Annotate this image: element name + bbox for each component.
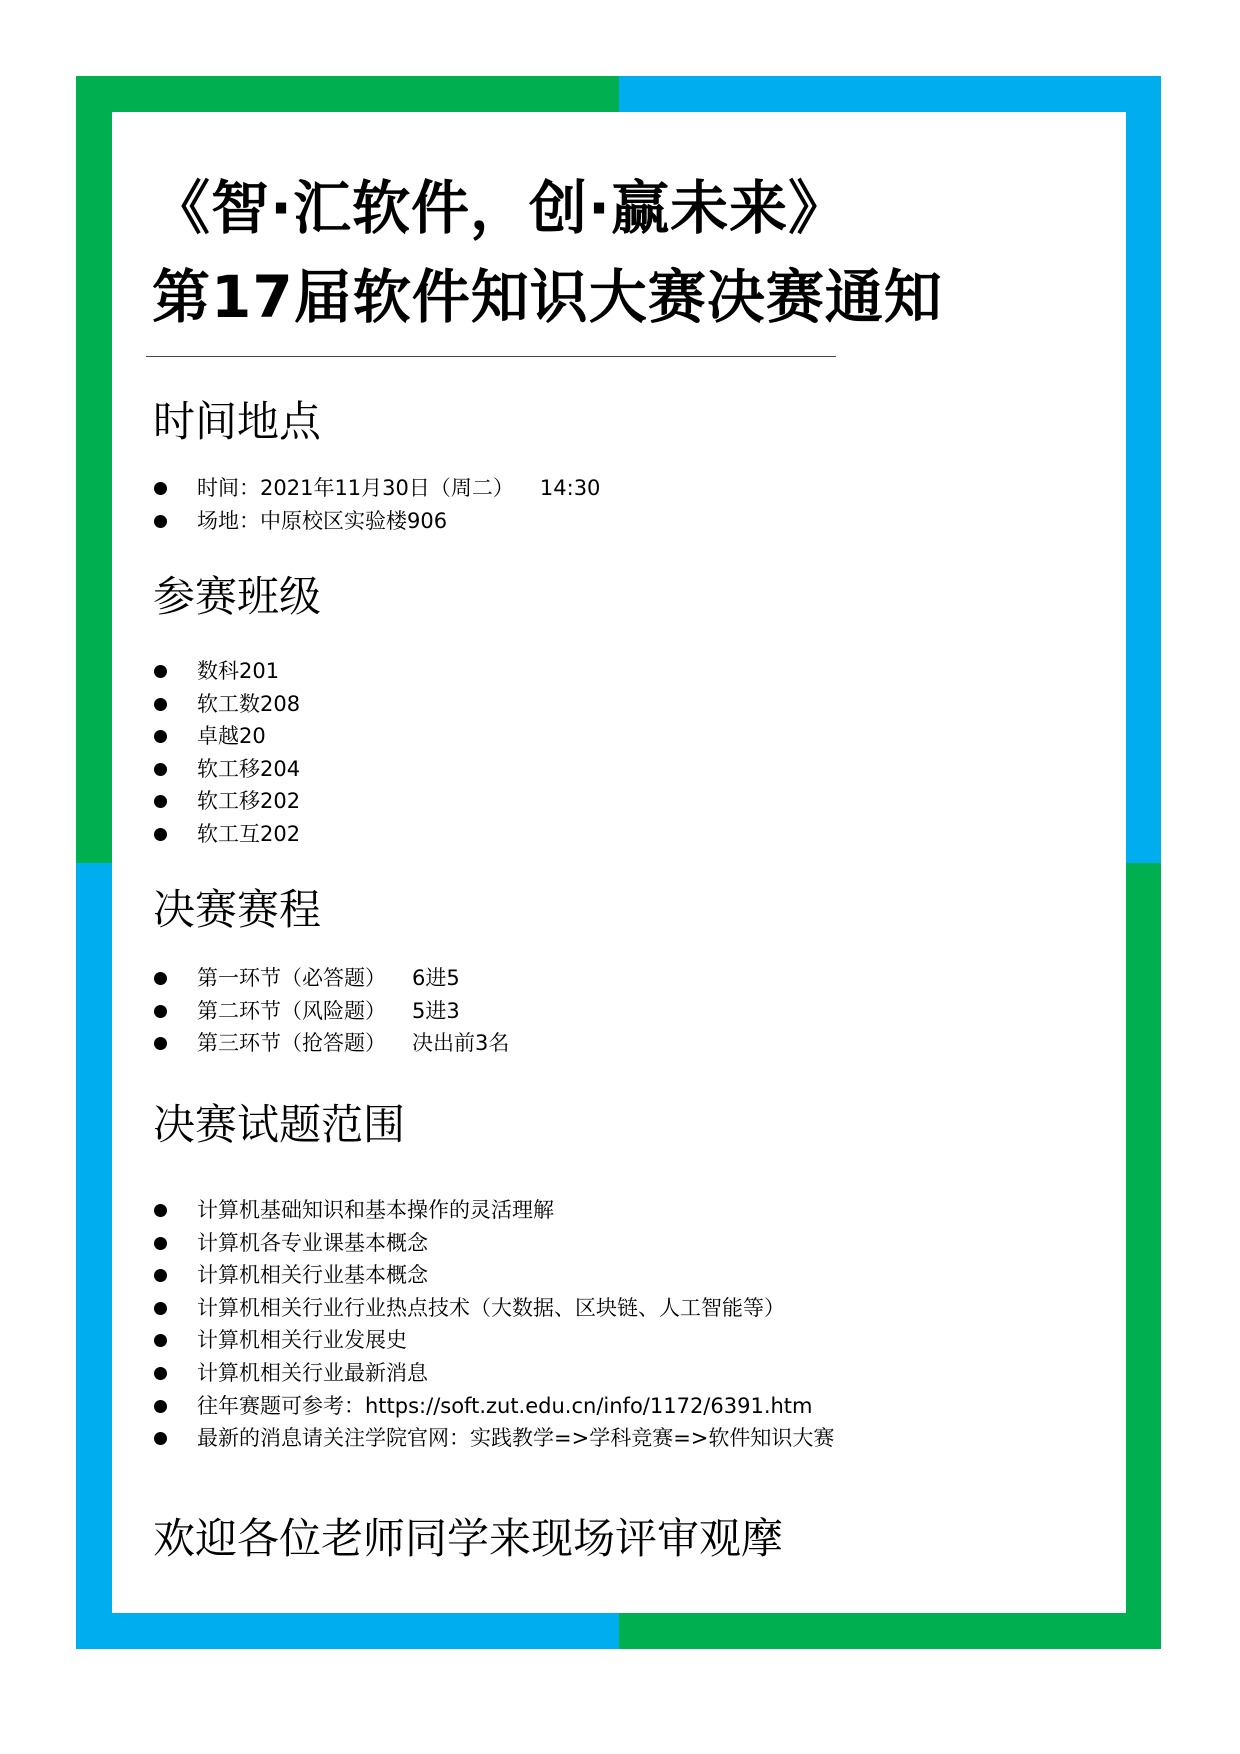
bullet-icon <box>154 1302 167 1315</box>
list-item <box>154 1422 834 1455</box>
list-item <box>154 688 300 721</box>
list-item <box>154 1227 834 1260</box>
bullet-icon <box>154 1037 167 1050</box>
bullet-icon <box>154 795 167 808</box>
list-item-label: 计算机基础知识和基本操作的灵活理解 <box>197 1198 554 1222</box>
list-item <box>154 753 300 786</box>
list-item-label: 时间：2021年11月30日（周二） <box>197 476 514 500</box>
list-item <box>154 995 509 1028</box>
list-item <box>154 1357 834 1390</box>
list-item-label: 第二环节（风险题） <box>197 998 386 1023</box>
page-title-line-2: 第17届软件知识大赛决赛通知 <box>152 263 943 331</box>
list-item <box>154 1027 509 1060</box>
bullet-icon <box>154 1204 167 1217</box>
closing-message: 欢迎各位老师同学来现场评审观摩 <box>153 1514 784 1563</box>
list-item-label: 计算机相关行业基本概念 <box>197 1263 428 1288</box>
bullet-icon <box>154 972 167 985</box>
list-item-label: 数科201 <box>197 659 280 683</box>
scope-list <box>154 1194 834 1455</box>
bullet-icon <box>154 482 167 495</box>
bullet-icon <box>154 1400 167 1413</box>
page-title-line-1: 《智·汇软件，创·赢未来》 <box>152 174 848 242</box>
list-item-extra: 5进3 <box>412 998 460 1023</box>
list-item <box>154 1292 834 1325</box>
list-item <box>154 1390 834 1423</box>
section-heading-time-place: 时间地点 <box>153 397 322 446</box>
list-item-label: 软工移204 <box>197 756 301 781</box>
bullet-icon <box>154 698 167 711</box>
list-item-label: 软工互202 <box>197 821 301 846</box>
section-heading-schedule: 决赛赛程 <box>153 885 322 934</box>
list-item-label: 场地：中原校区实验楼906 <box>197 508 448 533</box>
title-divider <box>146 356 836 357</box>
list-item-label: 计算机各专业课基本概念 <box>197 1230 428 1255</box>
list-item-extra: 6进5 <box>412 966 460 990</box>
list-item-label: 软工数208 <box>197 691 301 716</box>
list-item <box>154 505 600 538</box>
classes-list <box>154 655 300 851</box>
list-item-label: 第一环节（必答题） <box>197 966 386 990</box>
list-item-label: 第三环节（抢答题） <box>197 1031 386 1056</box>
bullet-icon <box>154 665 167 678</box>
bullet-icon <box>154 1005 167 1018</box>
list-item <box>154 962 509 995</box>
bullet-icon <box>154 730 167 743</box>
bullet-icon <box>154 828 167 841</box>
bullet-icon <box>154 1269 167 1282</box>
section-heading-scope: 决赛试题范围 <box>153 1100 406 1149</box>
bullet-icon <box>154 763 167 776</box>
time-place-list <box>154 472 600 537</box>
list-item-label: 计算机相关行业发展史 <box>197 1328 407 1353</box>
list-item <box>154 655 300 688</box>
list-item-extra: 决出前3名 <box>412 1031 510 1056</box>
list-item <box>154 785 300 818</box>
bullet-icon <box>154 1334 167 1347</box>
list-item <box>154 1194 834 1227</box>
list-item-label: 最新的消息请关注学院官网：实践教学=>学科竞赛=>软件知识大赛 <box>197 1426 835 1451</box>
section-heading-classes: 参赛班级 <box>153 572 322 621</box>
list-item-label: 计算机相关行业最新消息 <box>197 1360 428 1385</box>
list-item-label: 卓越20 <box>197 724 266 749</box>
list-item <box>154 1259 834 1292</box>
schedule-list <box>154 962 509 1060</box>
bullet-icon <box>154 1432 167 1445</box>
list-item <box>154 1324 834 1357</box>
list-item <box>154 818 300 851</box>
list-item-label: 计算机相关行业行业热点技术（大数据、区块链、人工智能等） <box>197 1295 785 1320</box>
list-item-label: 往年赛题可参考：https://soft.zut.edu.cn/info/1172/6391.htm <box>197 1393 813 1418</box>
list-item-label: 软工移202 <box>197 789 301 814</box>
bullet-icon <box>154 1237 167 1250</box>
bullet-icon <box>154 515 167 528</box>
bullet-icon <box>154 1367 167 1380</box>
list-item <box>154 472 600 505</box>
list-item <box>154 720 300 753</box>
list-item-extra: 14:30 <box>539 476 601 500</box>
